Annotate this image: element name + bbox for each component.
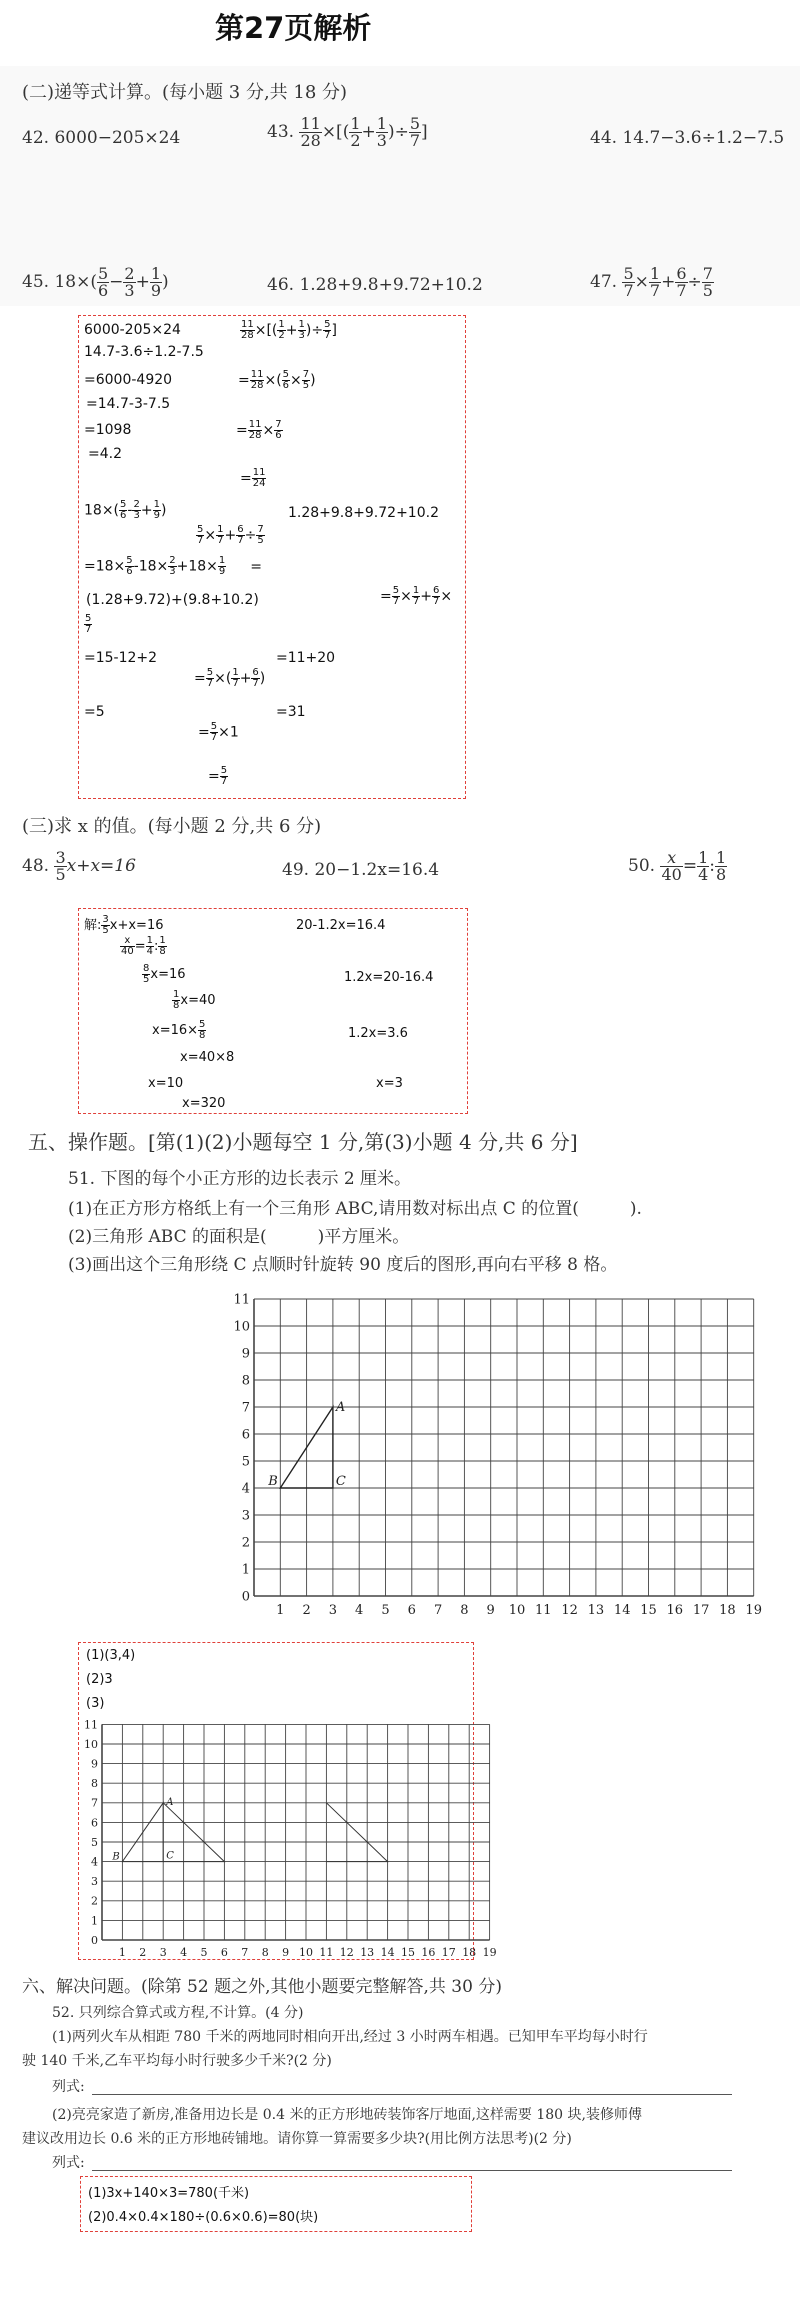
- q44: 44. 14.7−3.6÷1.2−7.5: [590, 128, 785, 148]
- ans6-a2: (2)0.4×0.4×180÷(0.6×0.6)=80(块): [88, 2210, 319, 2225]
- x-tick-label: 2: [139, 1946, 147, 1959]
- part2-heading: (二)递等式计算。(每小题 3 分,共 18 分): [22, 82, 348, 103]
- ans-c5b: $\frac{5}{7}$: [85, 613, 92, 635]
- ans-c12: = $\frac{5}{7}$: [208, 765, 228, 787]
- ans-b3: = $\frac{11}{28}$ × $\frac{7}{6}$: [236, 419, 282, 441]
- x-tick-label: 10: [299, 1946, 313, 1959]
- x-tick-label: 2: [302, 1603, 311, 1618]
- q52-p1-line1: (1)两列火车从相距 780 千米的两地同时相向开出,经过 3 小时两车相遇。已知甲车平均每小时行: [52, 2029, 648, 2045]
- y-tick-label: 9: [241, 1346, 250, 1362]
- x-tick-label: 4: [355, 1603, 364, 1618]
- y-tick-label: 6: [91, 1816, 98, 1830]
- ans3-l4: $\frac{1}{8}$ x=40: [173, 989, 216, 1011]
- x-tick-label: 8: [261, 1946, 269, 1959]
- y-tick-label: 2: [91, 1894, 98, 1908]
- y-tick-label: 8: [91, 1777, 98, 1791]
- lieshi-1: 列式:: [52, 2079, 85, 2095]
- ans-a5: =1098: [84, 422, 132, 438]
- y-tick-label: 10: [233, 1319, 250, 1335]
- ans3-l1: 解: $\frac{3}{5}$ x+x=16: [84, 914, 164, 936]
- origin-label: 0: [91, 1933, 98, 1947]
- ans-c1: 18×( $\frac{5}{6}$ - $\frac{2}{3}$ + $\frac{1}{9}$ ): [84, 499, 167, 521]
- ans-c10: =31: [276, 704, 306, 720]
- x-tick-label: 13: [587, 1603, 605, 1618]
- ans3-l7: x=10: [148, 1076, 184, 1091]
- y-tick-label: 4: [241, 1481, 250, 1497]
- q48: 48. $\frac{3}{5}$ x+x=16: [22, 848, 136, 884]
- x-tick-label: 18: [719, 1603, 736, 1618]
- y-tick-label: 10: [84, 1737, 98, 1751]
- ans-b4: = $\frac{11}{24}$: [240, 467, 266, 489]
- part5-heading: 五、操作题。[第(1)(2)小题每空 1 分,第(3)小题 4 分,共 6 分]: [28, 1130, 578, 1154]
- ans-a4: =14.7-3-7.5: [86, 396, 171, 412]
- ans-c2: 1.28+9.8+9.72+10.2: [288, 505, 439, 521]
- answer-label-a: A: [166, 1796, 174, 1808]
- ans-c7: =11+20: [276, 650, 336, 666]
- x-tick-label: 9: [486, 1603, 495, 1618]
- y-tick-label: 2: [241, 1535, 250, 1551]
- x-tick-label: 16: [666, 1603, 684, 1618]
- y-tick-label: 5: [241, 1454, 250, 1470]
- lieshi-2: 列式:: [52, 2155, 85, 2171]
- ans-a3: =6000-4920: [84, 372, 173, 388]
- ans-a6: =4.2: [88, 446, 122, 462]
- part6-heading: 六、解决问题。(除第 52 题之外,其他小题要完整解答,共 30 分): [22, 1977, 502, 1997]
- x-tick-label: 18: [462, 1946, 477, 1959]
- ans-c3: =18× $\frac{5}{6}$ -18× $\frac{2}{3}$ +18× $\frac{1}{9}$ =: [84, 555, 263, 577]
- q52-p2-line2: 建议改用边长 0.6 米的正方形地砖铺地。请你算一算需要多少块?(用比例方法思考)(2 分): [22, 2131, 572, 2147]
- y-tick-label: 4: [91, 1855, 98, 1869]
- q49: 49. 20−1.2x=16.4: [282, 860, 440, 880]
- x-tick-label: 13: [360, 1946, 375, 1959]
- x-tick-label: 6: [407, 1603, 416, 1618]
- q52: 52. 只列综合算式或方程,不计算。(4 分): [52, 2005, 304, 2021]
- x-tick-label: 7: [433, 1603, 443, 1618]
- x-tick-label: 12: [339, 1946, 354, 1959]
- y-tick-label: 7: [241, 1400, 250, 1416]
- x-tick-label: 9: [282, 1946, 290, 1959]
- y-tick-label: 3: [91, 1875, 98, 1889]
- ans5-a1: (1)(3,4): [86, 1648, 136, 1663]
- y-tick-label: 1: [241, 1562, 250, 1578]
- x-tick-label: 3: [159, 1946, 167, 1959]
- ans-c8: = $\frac{5}{7}$ ×( $\frac{1}{7}$ + $\frac{6}{7}$ ): [194, 667, 266, 689]
- x-tick-label: 5: [200, 1946, 208, 1959]
- x-tick-label: 19: [482, 1946, 497, 1959]
- y-tick-label: 9: [91, 1757, 98, 1771]
- x-tick-label: 1: [276, 1603, 285, 1618]
- part3-heading: (三)求 x 的值。(每小题 2 分,共 6 分): [22, 816, 322, 837]
- ans3-l3: $\frac{8}{5}$ x=16: [143, 963, 186, 985]
- x-tick-label: 11: [535, 1603, 552, 1618]
- x-tick-label: 16: [421, 1946, 436, 1959]
- y-tick-label: 11: [233, 1292, 250, 1308]
- x-tick-label: 14: [613, 1603, 631, 1618]
- ans6-a1: (1)3x+140×3=780(千米): [88, 2186, 250, 2201]
- q51: 51. 下图的每个小正方形的边长表示 2 厘米。: [68, 1169, 412, 1189]
- y-tick-label: 6: [241, 1427, 250, 1443]
- ans3-l2: $\frac{x}{40}$ = $\frac{1}{4}$ : $\frac{1}{8}$: [121, 935, 166, 957]
- ans-c2b: $\frac{5}{7}$ × $\frac{1}{7}$ + $\frac{6}{7}$ ÷ $\frac{7}{5}$: [197, 524, 264, 546]
- x-tick-label: 10: [508, 1603, 526, 1618]
- q52-p1-line2: 驶 140 千米,乙车平均每小时行驶多少千米?(2 分): [22, 2053, 332, 2069]
- ans3-l5: x=16× $\frac{5}{8}$: [152, 1019, 206, 1041]
- x-tick-label: 17: [441, 1946, 456, 1959]
- x-tick-label: 5: [381, 1603, 390, 1618]
- y-tick-label: 5: [91, 1835, 98, 1849]
- x-tick-label: 14: [380, 1946, 395, 1959]
- page-title: 第27页解析: [215, 11, 372, 45]
- ans-c6: =15-12+2: [84, 650, 158, 666]
- ans3-l7b: x=3: [376, 1076, 403, 1091]
- ans-b1: $\frac{11}{28}$ ×[( $\frac{1}{2}$ + $\frac{1}{3}$ )÷ $\frac{5}{7}$ ]: [241, 319, 337, 341]
- coordinate-grid: [218, 1276, 778, 1636]
- ans3-l6: x=40×8: [180, 1050, 235, 1065]
- x-tick-label: 8: [460, 1603, 469, 1618]
- origin-label: 0: [241, 1589, 250, 1605]
- x-tick-label: 19: [745, 1603, 762, 1618]
- answer-line-1: [92, 2094, 732, 2095]
- q45: 45. 18×( $\frac{5}{6}$ − $\frac{2}{3}$ + $\frac{1}{9}$ ): [22, 264, 169, 300]
- x-tick-label: 7: [241, 1946, 249, 1959]
- q50: 50. $\frac{x}{40}$ = $\frac{1}{4}$ : $\frac{1}{8}$: [628, 848, 727, 884]
- answer-label-b: B: [112, 1851, 120, 1863]
- ans3-l5b: 1.2x=3.6: [348, 1026, 408, 1041]
- ans-b2: = $\frac{11}{28}$ ×( $\frac{5}{6}$ × $\frac{7}{5}$ ): [238, 369, 316, 391]
- answer-label-c: C: [166, 1850, 174, 1862]
- answer-line-2: [92, 2170, 732, 2171]
- x-tick-label: 3: [328, 1603, 338, 1618]
- y-tick-label: 3: [241, 1508, 250, 1524]
- y-tick-label: 8: [241, 1373, 250, 1389]
- ans3-l8: x=320: [182, 1096, 226, 1111]
- vertex-label-a: A: [335, 1400, 346, 1415]
- q51-sub2: (2)三角形 ABC 的面积是( )平方厘米。: [68, 1227, 410, 1247]
- q51-sub3: (3)画出这个三角形绕 C 点顺时针旋转 90 度后的图形,再向右平移 8 格。: [68, 1255, 618, 1275]
- x-tick-label: 17: [692, 1603, 710, 1618]
- ans3-l1b: 20-1.2x=16.4: [296, 918, 386, 933]
- x-tick-label: 1: [118, 1946, 126, 1959]
- ans-a2: 14.7-3.6÷1.2-7.5: [84, 344, 204, 360]
- x-tick-label: 15: [640, 1603, 657, 1618]
- ans5-a3: (3): [86, 1696, 105, 1711]
- x-tick-label: 12: [561, 1603, 578, 1618]
- q47: 47. $\frac{5}{7}$ × $\frac{1}{7}$ + $\frac{6}{7}$ ÷ $\frac{7}{5}$: [590, 264, 713, 300]
- q46: 46. 1.28+9.8+9.72+10.2: [267, 275, 483, 295]
- q42: 42. 6000−205×24: [22, 128, 181, 148]
- answer-grid: [80, 1716, 550, 1960]
- y-tick-label: 7: [91, 1796, 98, 1810]
- y-tick-label: 1: [91, 1914, 98, 1928]
- ans5-a2: (2)3: [86, 1672, 113, 1687]
- x-tick-label: 4: [180, 1946, 188, 1959]
- vertex-label-c: C: [335, 1474, 346, 1489]
- ans-c11: = $\frac{5}{7}$ ×1: [198, 721, 239, 743]
- y-tick-label: 11: [84, 1718, 98, 1732]
- x-tick-label: 6: [220, 1946, 228, 1959]
- ans3-l3b: 1.2x=20-16.4: [344, 970, 434, 985]
- answer-translated-triangle: [326, 1803, 387, 1862]
- ans-c9: =5: [84, 704, 105, 720]
- ans-c4: (1.28+9.72)+(9.8+10.2): [86, 592, 259, 608]
- q52-p2-line1: (2)亮亮家造了新房,准备用边长是 0.4 米的正方形地砖装饰客厅地面,这样需要 180 块,装修师傅: [52, 2107, 642, 2123]
- ans-c5: = $\frac{5}{7}$ × $\frac{1}{7}$ + $\frac{6}{7}$ ×: [380, 585, 453, 607]
- q51-sub1: (1)在正方形方格纸上有一个三角形 ABC,请用数对标出点 C 的位置( ).: [68, 1199, 642, 1219]
- x-tick-label: 15: [401, 1946, 415, 1959]
- ans-a1: 6000-205×24: [84, 322, 181, 338]
- q43: 43. $\frac{11}{28}$ ×[( $\frac{1}{2}$ + $\frac{1}{3}$ )÷ $\frac{5}{7}$ ]: [267, 114, 428, 150]
- x-tick-label: 11: [319, 1946, 334, 1959]
- vertex-label-b: B: [268, 1474, 278, 1489]
